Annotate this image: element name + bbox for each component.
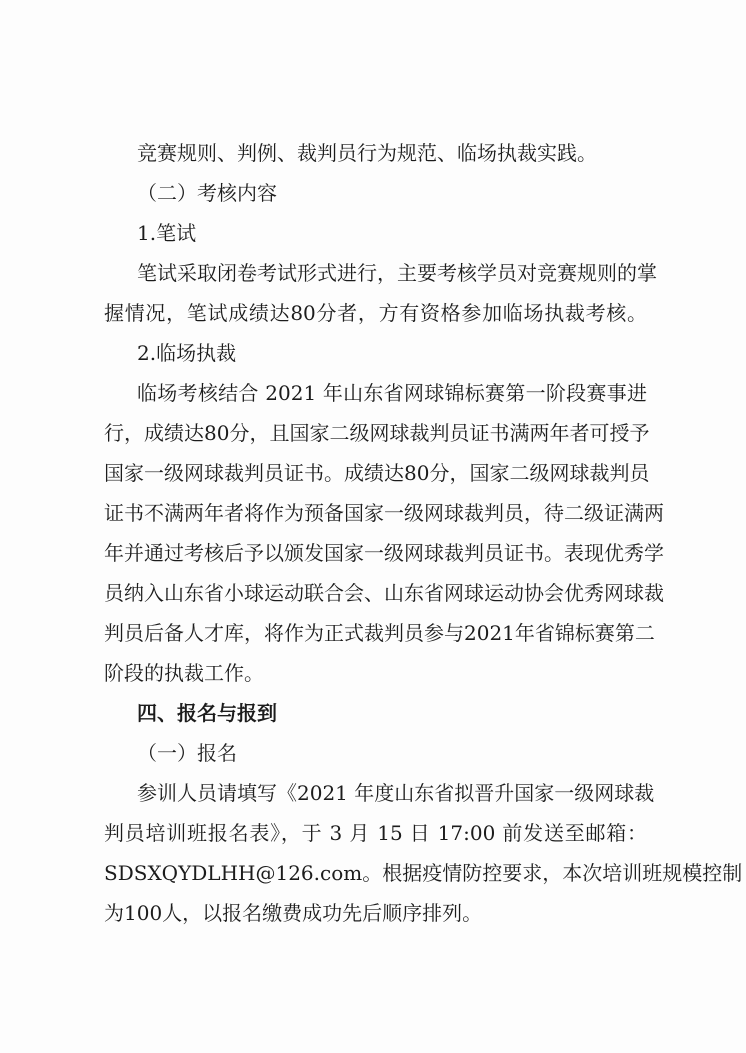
text-line: 阶段的执裁工作。	[104, 661, 264, 685]
text-line: 行，成绩达80分，且国家二级网球裁判员证书满两年者可授予	[104, 421, 650, 445]
text-line: 竞赛规则、判例、裁判员行为规范、临场执裁实践。	[137, 141, 597, 165]
section-heading: （二）考核内容	[137, 181, 277, 205]
text-line: 判员后备人才库，将作为正式裁判员参与2021年省锦标赛第二	[104, 621, 655, 645]
text-line: 判员培训班报名表》，于 3 月 15 日 17:00 前发送至邮箱：	[104, 821, 647, 845]
chapter-heading: 四、报名与报到	[137, 701, 277, 725]
text-line: 证书不满两年者将作为预备国家一级网球裁判员，待二级证满两	[104, 501, 664, 525]
text-line: 参训人员请填写《2021 年度山东省拟晋升国家一级网球裁	[137, 781, 655, 805]
subsection-heading: 2.临场执裁	[137, 341, 237, 365]
text-line: 年并通过考核后予以颁发国家一级网球裁判员证书。表现优秀学	[104, 541, 664, 565]
text-line: 国家一级网球裁判员证书。成绩达80分，国家二级网球裁判员	[104, 461, 650, 485]
text-line: 临场考核结合 2021 年山东省网球锦标赛第一阶段赛事进	[137, 381, 647, 405]
email-text-line: SDSXQYDLHH@126.com。根据疫情防控要求，本次培训班规模控制	[104, 861, 743, 885]
text-line: 员纳入山东省小球运动联合会、山东省网球运动协会优秀网球裁	[104, 581, 664, 605]
subsection-heading: 1.笔试	[137, 221, 197, 245]
text-line: 握情况，笔试成绩达80分者，方有资格参加临场执裁考核。	[104, 301, 647, 325]
text-line: 为100人，以报名缴费成功先后顺序排列。	[104, 901, 483, 925]
section-heading: （一）报名	[137, 741, 237, 765]
text-line: 笔试采取闭卷考试形式进行，主要考核学员对竞赛规则的掌	[137, 261, 657, 285]
